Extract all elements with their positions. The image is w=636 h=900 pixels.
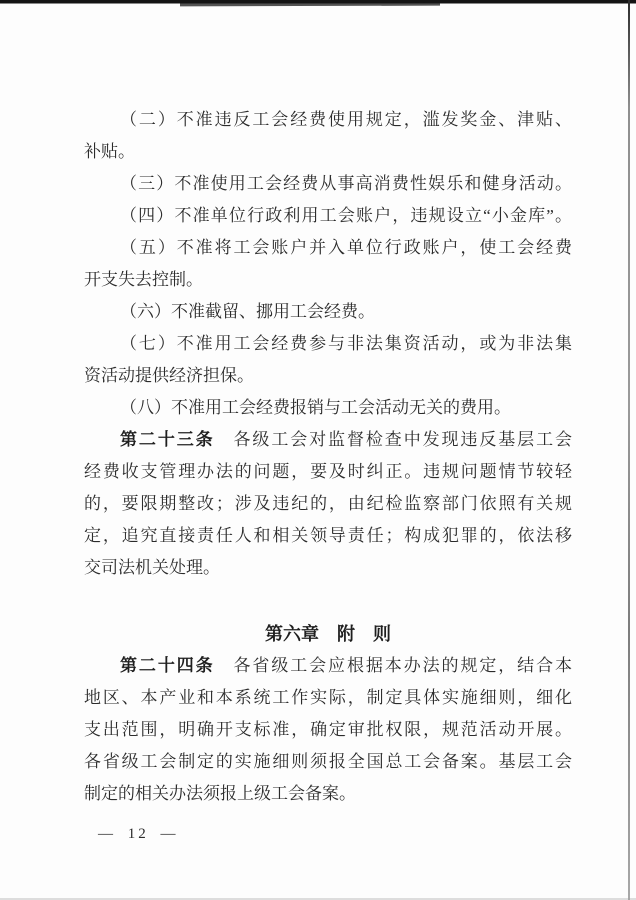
body-line: 地区、本产业和本系统工作实际，制定具体实施细则，细化 xyxy=(84,688,572,707)
body-line: 经费收支管理办法的问题，要及时纠正。违规问题情节较轻 xyxy=(84,462,572,481)
body-line: 补贴。 xyxy=(84,142,135,161)
body-line: 各省级工会制定的实施细则须报全国总工会备案。基层工会 xyxy=(84,752,572,771)
body-line: （二）不准违反工会经费使用规定，滥发奖金、津贴、 xyxy=(120,110,572,129)
article-text: 各级工会对监督检查中发现违反基层工会 xyxy=(214,430,573,449)
body-line: （六）不准截留、挪用工会经费。 xyxy=(120,302,375,321)
body-line: 定，追究直接责任人和相关领导责任；构成犯罪的，依法移 xyxy=(84,526,572,545)
body-line: （四）不准单位行政利用工会账户，违规设立“小金库”。 xyxy=(120,206,572,225)
body-line: 交司法机关处理。 xyxy=(84,558,220,577)
scan-edge-right xyxy=(628,0,630,900)
article-text: 各省级工会应根据本办法的规定，结合本 xyxy=(214,656,573,675)
body-line-article-23 xyxy=(84,424,572,456)
body-line: （三）不准使用工会经费从事高消费性娱乐和健身活动。 xyxy=(120,174,572,193)
article-number: 第二十四条 xyxy=(120,656,215,675)
body-line: （八）不准用工会经费报销与工会活动无关的费用。 xyxy=(120,398,511,417)
body-line: 资活动提供经济担保。 xyxy=(84,366,254,385)
document-body xyxy=(84,104,572,846)
body-line: （五）不准将工会账户并入单位行政账户，使工会经费 xyxy=(120,238,572,257)
body-line: 的，要限期整改；涉及违纪的，由纪检监察部门依照有关规 xyxy=(84,494,572,513)
scan-edge-top xyxy=(0,0,636,6)
body-line-article-24 xyxy=(84,650,572,682)
chapter-heading: 第六章 附 则 xyxy=(265,624,391,644)
body-line: 开支失去控制。 xyxy=(84,270,203,289)
body-line: （七）不准用工会经费参与非法集资活动，或为非法集 xyxy=(120,334,572,353)
body-line: 制定的相关办法须报上级工会备案。 xyxy=(84,784,356,803)
body-line: 支出范围，明确开支标准，确定审批权限，规范活动开展。 xyxy=(84,720,572,739)
article-number: 第二十三条 xyxy=(120,430,215,449)
page-number: — 12 — xyxy=(98,826,179,842)
